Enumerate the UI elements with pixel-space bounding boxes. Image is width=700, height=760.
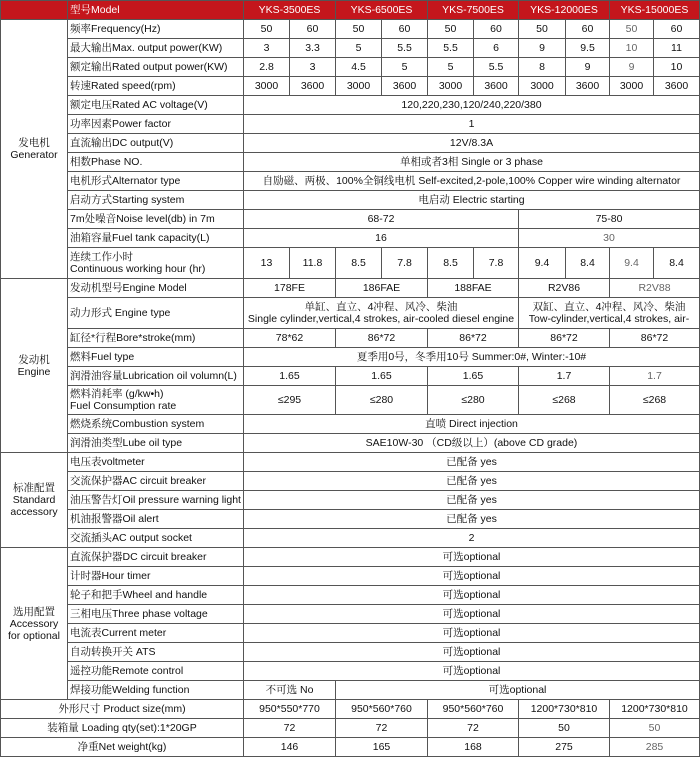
table-row <box>1 491 700 510</box>
cell: R2V88 <box>610 279 700 298</box>
cell: 已配备 yes <box>244 472 700 491</box>
cell: 自励磁、两极、100%全铜线电机 Self-excited,2-pole,100% Copper wire winding alternator <box>244 172 700 191</box>
group-engine: 发动机 Engine <box>1 279 68 453</box>
table-row <box>1 586 700 605</box>
cell: 可选optional <box>244 586 700 605</box>
cell: 275 <box>519 738 610 757</box>
cell: 186FAE <box>336 279 428 298</box>
cell: 86*72 <box>519 329 610 348</box>
cell: 6 <box>474 39 519 58</box>
row-label: 外形尺寸 Product size(mm) <box>1 700 244 719</box>
row-label: 轮子和把手Wheel and handle <box>68 586 244 605</box>
table-row <box>1 567 700 586</box>
cell: 可选optional <box>244 643 700 662</box>
cell: 可选optional <box>336 681 700 700</box>
cell: 3000 <box>244 77 290 96</box>
cell: 4.5 <box>336 58 382 77</box>
cell: 5 <box>382 58 428 77</box>
cell: 不可选 No <box>244 681 336 700</box>
row-label: 三相电压Three phase voltage <box>68 605 244 624</box>
cell: 夏季用0号，冬季用10号 Summer:0#, Winter:-10# <box>244 348 700 367</box>
table-row <box>1 643 700 662</box>
cell: 9 <box>519 39 566 58</box>
row-label: 电压表voltmeter <box>68 453 244 472</box>
table-row <box>1 191 700 210</box>
table-row <box>1 529 700 548</box>
cell: 1200*730*810 <box>610 700 700 719</box>
cell: 可选optional <box>244 567 700 586</box>
row-label: 直流保护器DC circuit breaker <box>68 548 244 567</box>
cell: 9.4 <box>519 248 566 279</box>
cell: 72 <box>244 719 336 738</box>
cell: 86*72 <box>336 329 428 348</box>
cell: 3600 <box>290 77 336 96</box>
table-row <box>1 472 700 491</box>
row-label: 功率因素Power factor <box>68 115 244 134</box>
cell: 60 <box>290 20 336 39</box>
cell: 1.65 <box>336 367 428 386</box>
table-row <box>1 624 700 643</box>
table-row <box>1 662 700 681</box>
cell: 1.65 <box>428 367 519 386</box>
table-row <box>1 39 700 58</box>
cell: 16 <box>244 229 519 248</box>
table-row <box>1 115 700 134</box>
cell: 146 <box>244 738 336 757</box>
cell: 可选optional <box>244 548 700 567</box>
cell: 2.8 <box>244 58 290 77</box>
cell: 已配备 yes <box>244 491 700 510</box>
row-label: 遥控功能Remote control <box>68 662 244 681</box>
row-label: 自动转换开关 ATS <box>68 643 244 662</box>
group-standard: 标准配置 Standard accessory <box>1 453 68 548</box>
cell: 5.5 <box>428 39 474 58</box>
cell: 8.5 <box>428 248 474 279</box>
cell: 9 <box>610 58 654 77</box>
cell: 5.5 <box>382 39 428 58</box>
row-label: 启动方式Starting system <box>68 191 244 210</box>
row-label: 直流输出DC output(V) <box>68 134 244 153</box>
model-name: YKS-6500ES <box>336 1 428 20</box>
cell: 60 <box>566 20 610 39</box>
row-label: 焊接功能Welding function <box>68 681 244 700</box>
table-row <box>1 153 700 172</box>
cell: 120,220,230,120/240,220/380 <box>244 96 700 115</box>
cell: 72 <box>336 719 428 738</box>
cell: 950*560*760 <box>428 700 519 719</box>
cell: 165 <box>336 738 428 757</box>
cell: 单相或者3相 Single or 3 phase <box>244 153 700 172</box>
cell: 50 <box>610 719 700 738</box>
cell: 50 <box>428 20 474 39</box>
header-row <box>1 1 700 20</box>
cell: 8.5 <box>336 248 382 279</box>
table-row <box>1 510 700 529</box>
cell: 5 <box>336 39 382 58</box>
cell: 60 <box>474 20 519 39</box>
row-label: 机油报警器Oil alert <box>68 510 244 529</box>
cell: ≤295 <box>244 386 336 415</box>
table-row <box>1 681 700 700</box>
cell: 8.4 <box>654 248 700 279</box>
cell: 1200*730*810 <box>519 700 610 719</box>
group-generator: 发电机 Generator <box>1 20 68 279</box>
model-name: YKS-3500ES <box>244 1 336 20</box>
cell: 7.8 <box>474 248 519 279</box>
cell: 5.5 <box>474 58 519 77</box>
row-label: 动力形式 Engine type <box>68 298 244 329</box>
cell: 2 <box>244 529 700 548</box>
cell: ≤268 <box>519 386 610 415</box>
cell: 3 <box>290 58 336 77</box>
row-label: 额定输出Rated output power(KW) <box>68 58 244 77</box>
cell: 单缸、直立、4冲程、风冷、柴油 Single cylinder,vertical,4 strokes, air-cooled diesel engine <box>244 298 519 329</box>
cell: 3600 <box>474 77 519 96</box>
cell: 电启动 Electric starting <box>244 191 700 210</box>
table-row <box>1 134 700 153</box>
row-label: 油箱容量Fuel tank capacity(L) <box>68 229 244 248</box>
row-label: 连续工作小时 Continuous working hour (hr) <box>68 248 244 279</box>
model-name: YKS-12000ES <box>519 1 610 20</box>
cell: SAE10W-30 （CD级以上）(above CD grade) <box>244 434 700 453</box>
table-row <box>1 248 700 279</box>
cell: 双缸、直立、4冲程、风冷、柴油 Tow-cylinder,vertical,4 strokes, air- <box>519 298 700 329</box>
cell: 950*560*760 <box>336 700 428 719</box>
cell: 1.7 <box>519 367 610 386</box>
row-label: 交流保护器AC circuit breaker <box>68 472 244 491</box>
model-label: 型号Model <box>68 1 244 20</box>
cell: 75-80 <box>519 210 700 229</box>
cell: 12V/8.3A <box>244 134 700 153</box>
cell: 50 <box>244 20 290 39</box>
cell: 1.7 <box>610 367 700 386</box>
cell: 78*62 <box>244 329 336 348</box>
cell: 3000 <box>519 77 566 96</box>
row-label: 润滑油类型Lube oil type <box>68 434 244 453</box>
cell: 9 <box>566 58 610 77</box>
table-row <box>1 58 700 77</box>
cell: ≤280 <box>428 386 519 415</box>
cell: 168 <box>428 738 519 757</box>
cell: 50 <box>519 20 566 39</box>
cell: 3600 <box>382 77 428 96</box>
row-label: 相数Phase NO. <box>68 153 244 172</box>
cell: 8.4 <box>566 248 610 279</box>
cell: 8 <box>519 58 566 77</box>
row-label: 油压警告灯Oil pressure warning light <box>68 491 244 510</box>
row-label: 计时器Hour timer <box>68 567 244 586</box>
row-label: 润滑油容量Lubrication oil volumn(L) <box>68 367 244 386</box>
cell: ≤280 <box>336 386 428 415</box>
row-label: 净重Net weight(kg) <box>1 738 244 757</box>
cell: 60 <box>382 20 428 39</box>
table-row <box>1 77 700 96</box>
cell: 72 <box>428 719 519 738</box>
row-label: 燃烧系统Combustion system <box>68 415 244 434</box>
cell: 86*72 <box>610 329 700 348</box>
cell: 可选optional <box>244 605 700 624</box>
table-row <box>1 329 700 348</box>
cell: R2V86 <box>519 279 610 298</box>
table-row <box>1 348 700 367</box>
row-label: 额定电压Rated AC voltage(V) <box>68 96 244 115</box>
cell: 10 <box>654 58 700 77</box>
cell: 60 <box>654 20 700 39</box>
cell: 3 <box>244 39 290 58</box>
cell: 30 <box>519 229 700 248</box>
cell: 11 <box>654 39 700 58</box>
cell: 10 <box>610 39 654 58</box>
group-optional: 选用配置 Accessory for optional <box>1 548 68 700</box>
table-row <box>1 20 700 39</box>
table-row <box>1 279 700 298</box>
cell: 5 <box>428 58 474 77</box>
cell: 1.65 <box>244 367 336 386</box>
cell: 3.3 <box>290 39 336 58</box>
row-label: 最大输出Max. output power(KW) <box>68 39 244 58</box>
cell: 已配备 yes <box>244 510 700 529</box>
table-row <box>1 367 700 386</box>
cell: 3000 <box>610 77 654 96</box>
cell: 950*550*770 <box>244 700 336 719</box>
cell: 86*72 <box>428 329 519 348</box>
row-label: 装箱量 Loading qty(set):1*20GP <box>1 719 244 738</box>
table-row <box>1 605 700 624</box>
table-row <box>1 738 700 757</box>
row-label: 交流插头AC output socket <box>68 529 244 548</box>
cell: 3600 <box>566 77 610 96</box>
cell: 178FE <box>244 279 336 298</box>
cell: 可选optional <box>244 662 700 681</box>
row-label: 转速Rated speed(rpm) <box>68 77 244 96</box>
table-row <box>1 96 700 115</box>
model-name: YKS-15000ES <box>610 1 700 20</box>
cell: 已配备 yes <box>244 453 700 472</box>
row-label: 发动机型号Engine Model <box>68 279 244 298</box>
row-label: 频率Frequency(Hz) <box>68 20 244 39</box>
cell: 50 <box>336 20 382 39</box>
table-row <box>1 548 700 567</box>
table-row <box>1 453 700 472</box>
cell: 68-72 <box>244 210 519 229</box>
table-row <box>1 386 700 415</box>
table-row <box>1 210 700 229</box>
cell: 3000 <box>336 77 382 96</box>
row-label: 电流表Current meter <box>68 624 244 643</box>
cell: 可选optional <box>244 624 700 643</box>
cell: 11.8 <box>290 248 336 279</box>
cell: 285 <box>610 738 700 757</box>
cell: ≤268 <box>610 386 700 415</box>
cell: 9.5 <box>566 39 610 58</box>
cell: 188FAE <box>428 279 519 298</box>
cell: 直喷 Direct injection <box>244 415 700 434</box>
table-row <box>1 415 700 434</box>
row-label: 电机形式Alternator type <box>68 172 244 191</box>
table-row <box>1 719 700 738</box>
row-label: 燃料Fuel type <box>68 348 244 367</box>
row-label: 7m处噪音Noise level(db) in 7m <box>68 210 244 229</box>
table-row <box>1 229 700 248</box>
row-label: 燃料消耗率 (g/kw•h) Fuel Consumption rate <box>68 386 244 415</box>
table-row <box>1 434 700 453</box>
table-row <box>1 298 700 329</box>
row-label: 缸径*行程Bore*stroke(mm) <box>68 329 244 348</box>
cell: 7.8 <box>382 248 428 279</box>
table-row <box>1 700 700 719</box>
model-name: YKS-7500ES <box>428 1 519 20</box>
cell: 3600 <box>654 77 700 96</box>
cell: 1 <box>244 115 700 134</box>
cell: 9.4 <box>610 248 654 279</box>
cell: 50 <box>610 20 654 39</box>
cell: 13 <box>244 248 290 279</box>
cell: 50 <box>519 719 610 738</box>
cell: 3000 <box>428 77 474 96</box>
table-row <box>1 172 700 191</box>
